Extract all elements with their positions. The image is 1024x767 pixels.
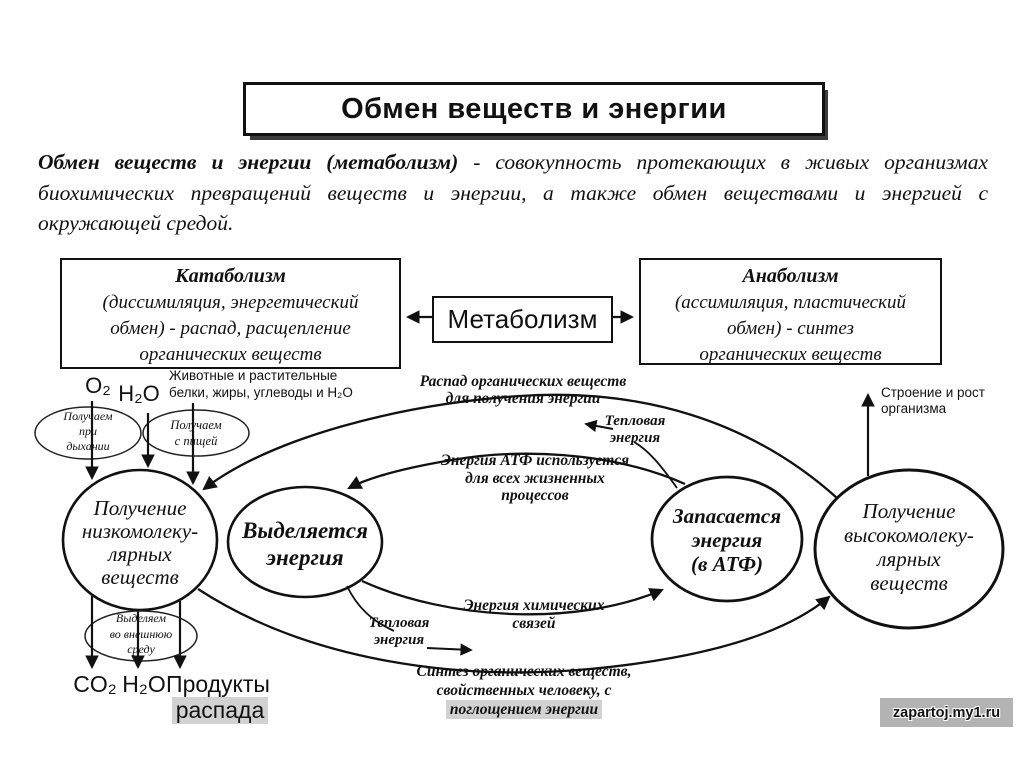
atp-use-label — [428, 452, 642, 505]
heat-top-label — [592, 413, 678, 446]
metabolism-label: Метаболизм — [447, 304, 598, 334]
catabolism-title: Катаболизм — [175, 265, 286, 287]
node-low-molecular-label — [64, 497, 216, 589]
synthesis-label — [404, 662, 644, 719]
definition-term: Обмен веществ и энергии (метаболизм) — [38, 150, 459, 174]
o2-label: O₂ — [85, 373, 111, 398]
growth-label — [881, 385, 1013, 417]
excrete-line: во внешнюю — [109, 626, 173, 641]
flow-line: организма — [881, 401, 947, 416]
food-source-label — [169, 368, 383, 401]
anabolism-line: обмен) - синтез — [727, 318, 854, 339]
node-energy-released-label — [228, 517, 382, 571]
flow-line: Синтез органических веществ, — [416, 663, 632, 680]
metabolism-box — [432, 296, 613, 343]
decay-word-label — [170, 697, 270, 724]
heat-bottom-label — [350, 615, 448, 648]
food-source-line: Животные и растительные — [169, 368, 338, 383]
node-line: лярных — [108, 542, 172, 566]
node-line: Получение — [862, 499, 956, 523]
catabolism-line: (диссимиляция, энергетический — [102, 292, 359, 313]
node-line: Запасается — [672, 504, 782, 528]
with-food-line: с пищей — [174, 434, 218, 448]
products-output-label: Продукты — [166, 671, 270, 697]
excrete-line: Выделяем — [115, 611, 167, 625]
node-line: веществ — [870, 571, 948, 595]
arrow-heat-bottom — [427, 648, 471, 650]
flow-line: Строение и рост — [881, 385, 985, 400]
node-line: низкомолеку- — [81, 519, 199, 543]
chem-bonds-label — [450, 597, 618, 632]
flow-line-highlighted: поглощением энергии — [446, 700, 602, 719]
node-high-molecular-label — [813, 499, 1005, 595]
flow-line: для всех жизненных — [465, 469, 605, 487]
definition-text: - совокупность протекающих в живых организмах биохимических превращений веществ и энергии, а также обмен веществами и энергией с окружающей средой. — [38, 150, 989, 235]
co2-output-label: CO₂ — [73, 671, 117, 697]
with-food-line: Получаем — [170, 418, 222, 432]
definition-paragraph — [38, 147, 988, 239]
anabolism-box — [639, 258, 942, 365]
watermark: zapartoj.my1.ru — [880, 698, 1013, 727]
flow-line: Тепловая — [604, 413, 666, 429]
flow-line: процессов — [501, 487, 569, 504]
catabolism-box — [60, 258, 401, 369]
excrete-line: среду — [127, 642, 155, 656]
node-line: высокомолеку- — [844, 523, 974, 547]
flow-line: Энергия химических — [463, 597, 605, 614]
flow-line: энергия — [373, 631, 425, 648]
breathing-label — [36, 409, 140, 454]
decay-word-highlighted: распада — [172, 697, 269, 724]
catabolism-line: органических веществ — [139, 344, 322, 365]
h2o-output-label: H₂O — [122, 671, 166, 697]
anabolism-line: (ассимиляция, пластический — [674, 292, 906, 313]
anabolism-title: Анаболизм — [742, 265, 839, 287]
node-line: веществ — [101, 565, 179, 589]
decay-flow-label — [406, 373, 640, 407]
flow-line: энергия — [609, 429, 661, 446]
node-line: лярных — [877, 547, 941, 571]
title-box — [243, 82, 825, 136]
with-food-label — [145, 417, 247, 449]
catabolism-line: обмен) - распад, расщепление — [110, 318, 351, 339]
page-title: Обмен веществ и энергии — [341, 92, 727, 125]
flow-line: связей — [512, 614, 556, 632]
node-line: Выделяется — [242, 518, 368, 543]
node-energy-stored-label — [650, 504, 804, 576]
flow-line: для получения энергии — [445, 390, 601, 407]
flow-line: Энергия АТФ используется — [440, 452, 630, 469]
h2o-label: H₂O — [118, 381, 160, 406]
flow-line: Тепловая — [368, 615, 430, 631]
flow-line: свойственных человеку, с — [436, 682, 612, 699]
node-line: Получение — [93, 496, 187, 520]
breathing-line: дыхании — [66, 439, 110, 453]
node-line: (в АТФ) — [691, 552, 763, 576]
breathing-line: при — [79, 424, 97, 438]
food-source-line: белки, жиры, углеводы и H₂O — [169, 384, 353, 400]
node-line: энергия — [691, 528, 763, 552]
node-line: энергия — [266, 545, 344, 570]
breathing-line: Получаем — [63, 409, 113, 423]
anabolism-line: органических веществ — [699, 344, 882, 365]
excrete-label — [86, 611, 196, 658]
flow-line: Распад органических веществ — [419, 373, 627, 390]
